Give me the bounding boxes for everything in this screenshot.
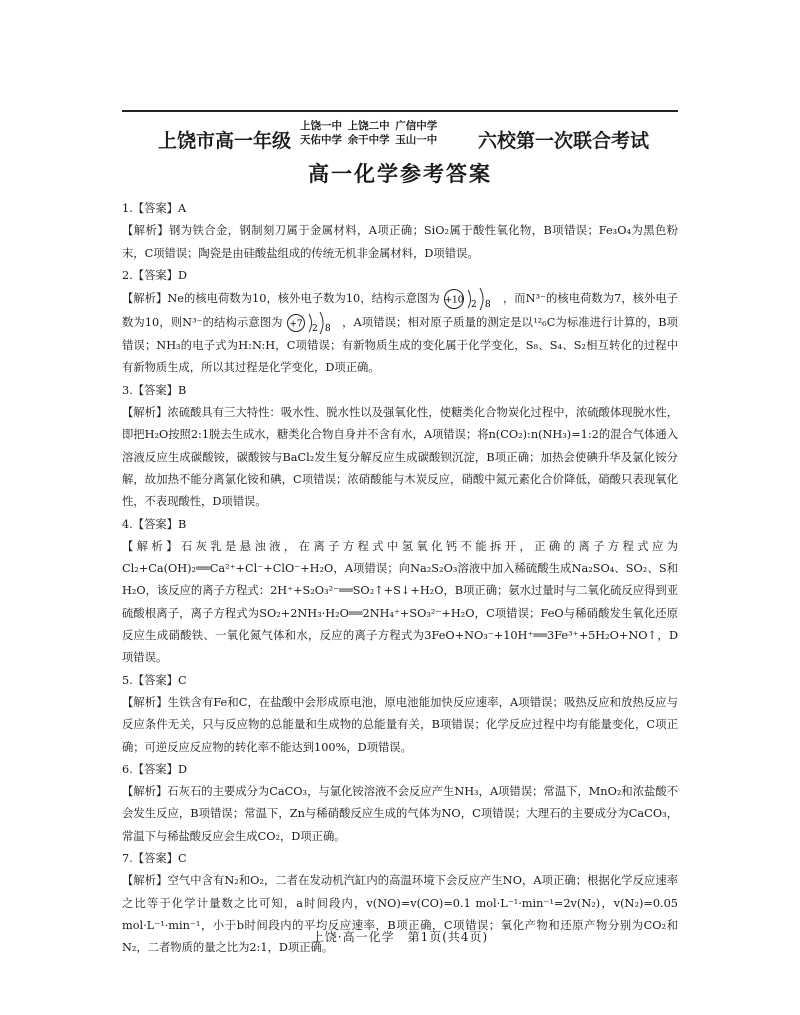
answer-line: 3.【答案】B: [122, 383, 187, 397]
explanation: 【解析】浓硫酸具有三大特性：吸水性、脱水性以及强氧化性，使糖类化合物炭化过程中，浓硫酸体现脱水性，即把H₂O按照2:1脱去生成水，糖类化合物自身并不含有水，A项错误；将n(CO₂):n(NH₃)=1:2的混合气体通入溶液反应生成碳酸铵，碳酸铵与BaCl₂发生复分解反应生成碳酸钡沉淀，B项正确；加热会使碘升华及氯化铵分解，故加热不能分离氯化铵和碘，C项错误；浓硝酸能与木炭反应，硝酸中氮元素化合价降低，硝酸只表现氧化性，不表现酸性，D项错误。: [122, 406, 678, 509]
svg-text:+7: +7: [289, 319, 303, 330]
question-block: [122, 198, 678, 265]
school-name: 余干中学: [347, 134, 390, 146]
svg-text:+10: +10: [444, 295, 464, 306]
svg-text:8: 8: [325, 324, 332, 335]
school-name: 上饶二中: [347, 120, 390, 132]
schools-row-2: [300, 133, 439, 147]
explanation-part: ，A项错误；相对原子质量的测定是以¹²₆C为标准进行计算的，B项错误；NH₃的电子式为H:N:H，C项错误；有新物质生成的变化属于化学变化，S₈、S₄、S₂相互转化的过程中有新物质生成，所以其过程是化学变化，D项正确。: [122, 316, 678, 375]
schools-row-1: [300, 119, 439, 133]
explanation: 【解析】空气中含有N₂和O₂，二者在发动机汽缸内的高温环境下会反应产生NO，A项正确；根据化学反应速率之比等于化学计量数之比可知，a时间段内，v(NO)=v(CO)=0.1 mol·L⁻¹·min⁻¹=2v(N₂)，v(N₂)=0.05 mol·L⁻¹·min⁻¹，小于b时间段内的平均反应速率，B项正确，C项错误；氧化产物和还原产物分别为CO₂和N₂，二者物质的量之比为2:1，D项正确。: [122, 874, 678, 955]
explanation-part: 【解析】Ne的核电荷数为10，核外电子数为10，结构示意图为: [122, 292, 440, 306]
page-title: 高一化学参考答案: [308, 161, 492, 186]
answer-line: 4.【答案】B: [122, 517, 187, 531]
svg-text:2: 2: [471, 300, 478, 311]
ne-atom-structure-diagram: [443, 287, 499, 311]
question-block: [122, 670, 678, 759]
answer-line: 6.【答案】D: [122, 762, 188, 776]
question-block: [122, 380, 678, 514]
svg-text:8: 8: [485, 300, 492, 311]
answer-line: 5.【答案】C: [122, 673, 187, 687]
explanation-part: ，而N³⁻的核电荷数为7，核外电子数为10，则N³⁻的结构示意图为: [122, 292, 678, 330]
exam-header: [0, 118, 800, 154]
question-block: [122, 514, 678, 670]
header-schools: [300, 119, 439, 147]
header-main: 上饶市高一年级: [158, 130, 292, 152]
school-name: 玉山一中: [395, 134, 438, 146]
explanation: 【解析】钢为铁合金，钢制刻刀属于金属材料，A项正确；SiO₂属于酸性氧化物，B项错误；Fe₃O₄为黑色粉末，C项错误；陶瓷是由硅酸盐组成的传统无机非金属材料，D项错误。: [122, 224, 678, 260]
school-name: 广信中学: [395, 120, 438, 132]
answer-line: 1.【答案】A: [122, 202, 187, 215]
explanation: [122, 287, 678, 380]
school-name: 上饶一中: [300, 120, 342, 132]
question-block: [122, 759, 678, 848]
page-footer: 上饶·高一化学 第1页(共4页): [311, 930, 489, 944]
explanation: 【解析】生铁含有Fe和C，在盐酸中会形成原电池，原电池能加快反应速率，A项错误；吸热反应和放热反应与反应条件无关，只与反应物的总能量和生成物的总能量有关，B项错误；化学反应过程中均有能量变化，C项正确；可逆反应反应物的转化率不能达到100%，D项错误。: [122, 695, 678, 754]
n3-ion-structure-diagram: [286, 311, 338, 335]
explanation: 【解析】石灰乳是悬浊液，在离子方程式中氢氧化钙不能拆开，正确的离子方程式应为Cl₂+Ca(OH)₂══Ca²⁺+Cl⁻+ClO⁻+H₂O，A项错误；向Na₂S₂O₃溶液中加入稀硫酸生成Na₂SO₄、SO₂、S和H₂O，该反应的离子方程式：2H⁺+S₂O₃²⁻══SO₂↑+S↓+H₂O，B项正确；氨水过量时与二氧化硫反应得到亚硫酸根离子，离子方程式为SO₂+2NH₃·H₂O══2NH₄⁺+SO₃²⁻+H₂O，C项错误；FeO与稀硝酸发生氧化还原反应生成硝酸铁、一氧化氮气体和水，反应的离子方程式为3FeO+NO₃⁻+10H⁺══3Fe³⁺+5H₂O+NO↑，D项错误。: [122, 539, 678, 665]
header-suffix: 六校第一次联合考试: [478, 130, 650, 152]
answer-line: 7.【答案】C: [122, 852, 187, 866]
top-rule: [122, 110, 678, 112]
school-name: 天佑中学: [300, 134, 342, 146]
explanation: 【解析】石灰石的主要成分为CaCO₃，与氯化铵溶液不会反应产生NH₃，A项错误；常温下，MnO₂和浓盐酸不会发生反应，B项错误；常温下，Zn与稀硝酸反应生成的气体为NO，C项错误；大理石的主要成分为CaCO₃，常温下与稀盐酸反应会生成CO₂，D项正确。: [122, 785, 678, 843]
answer-content: [122, 198, 678, 960]
question-block: [122, 265, 678, 380]
answer-line: 2.【答案】D: [122, 268, 188, 282]
svg-text:2: 2: [312, 324, 319, 335]
